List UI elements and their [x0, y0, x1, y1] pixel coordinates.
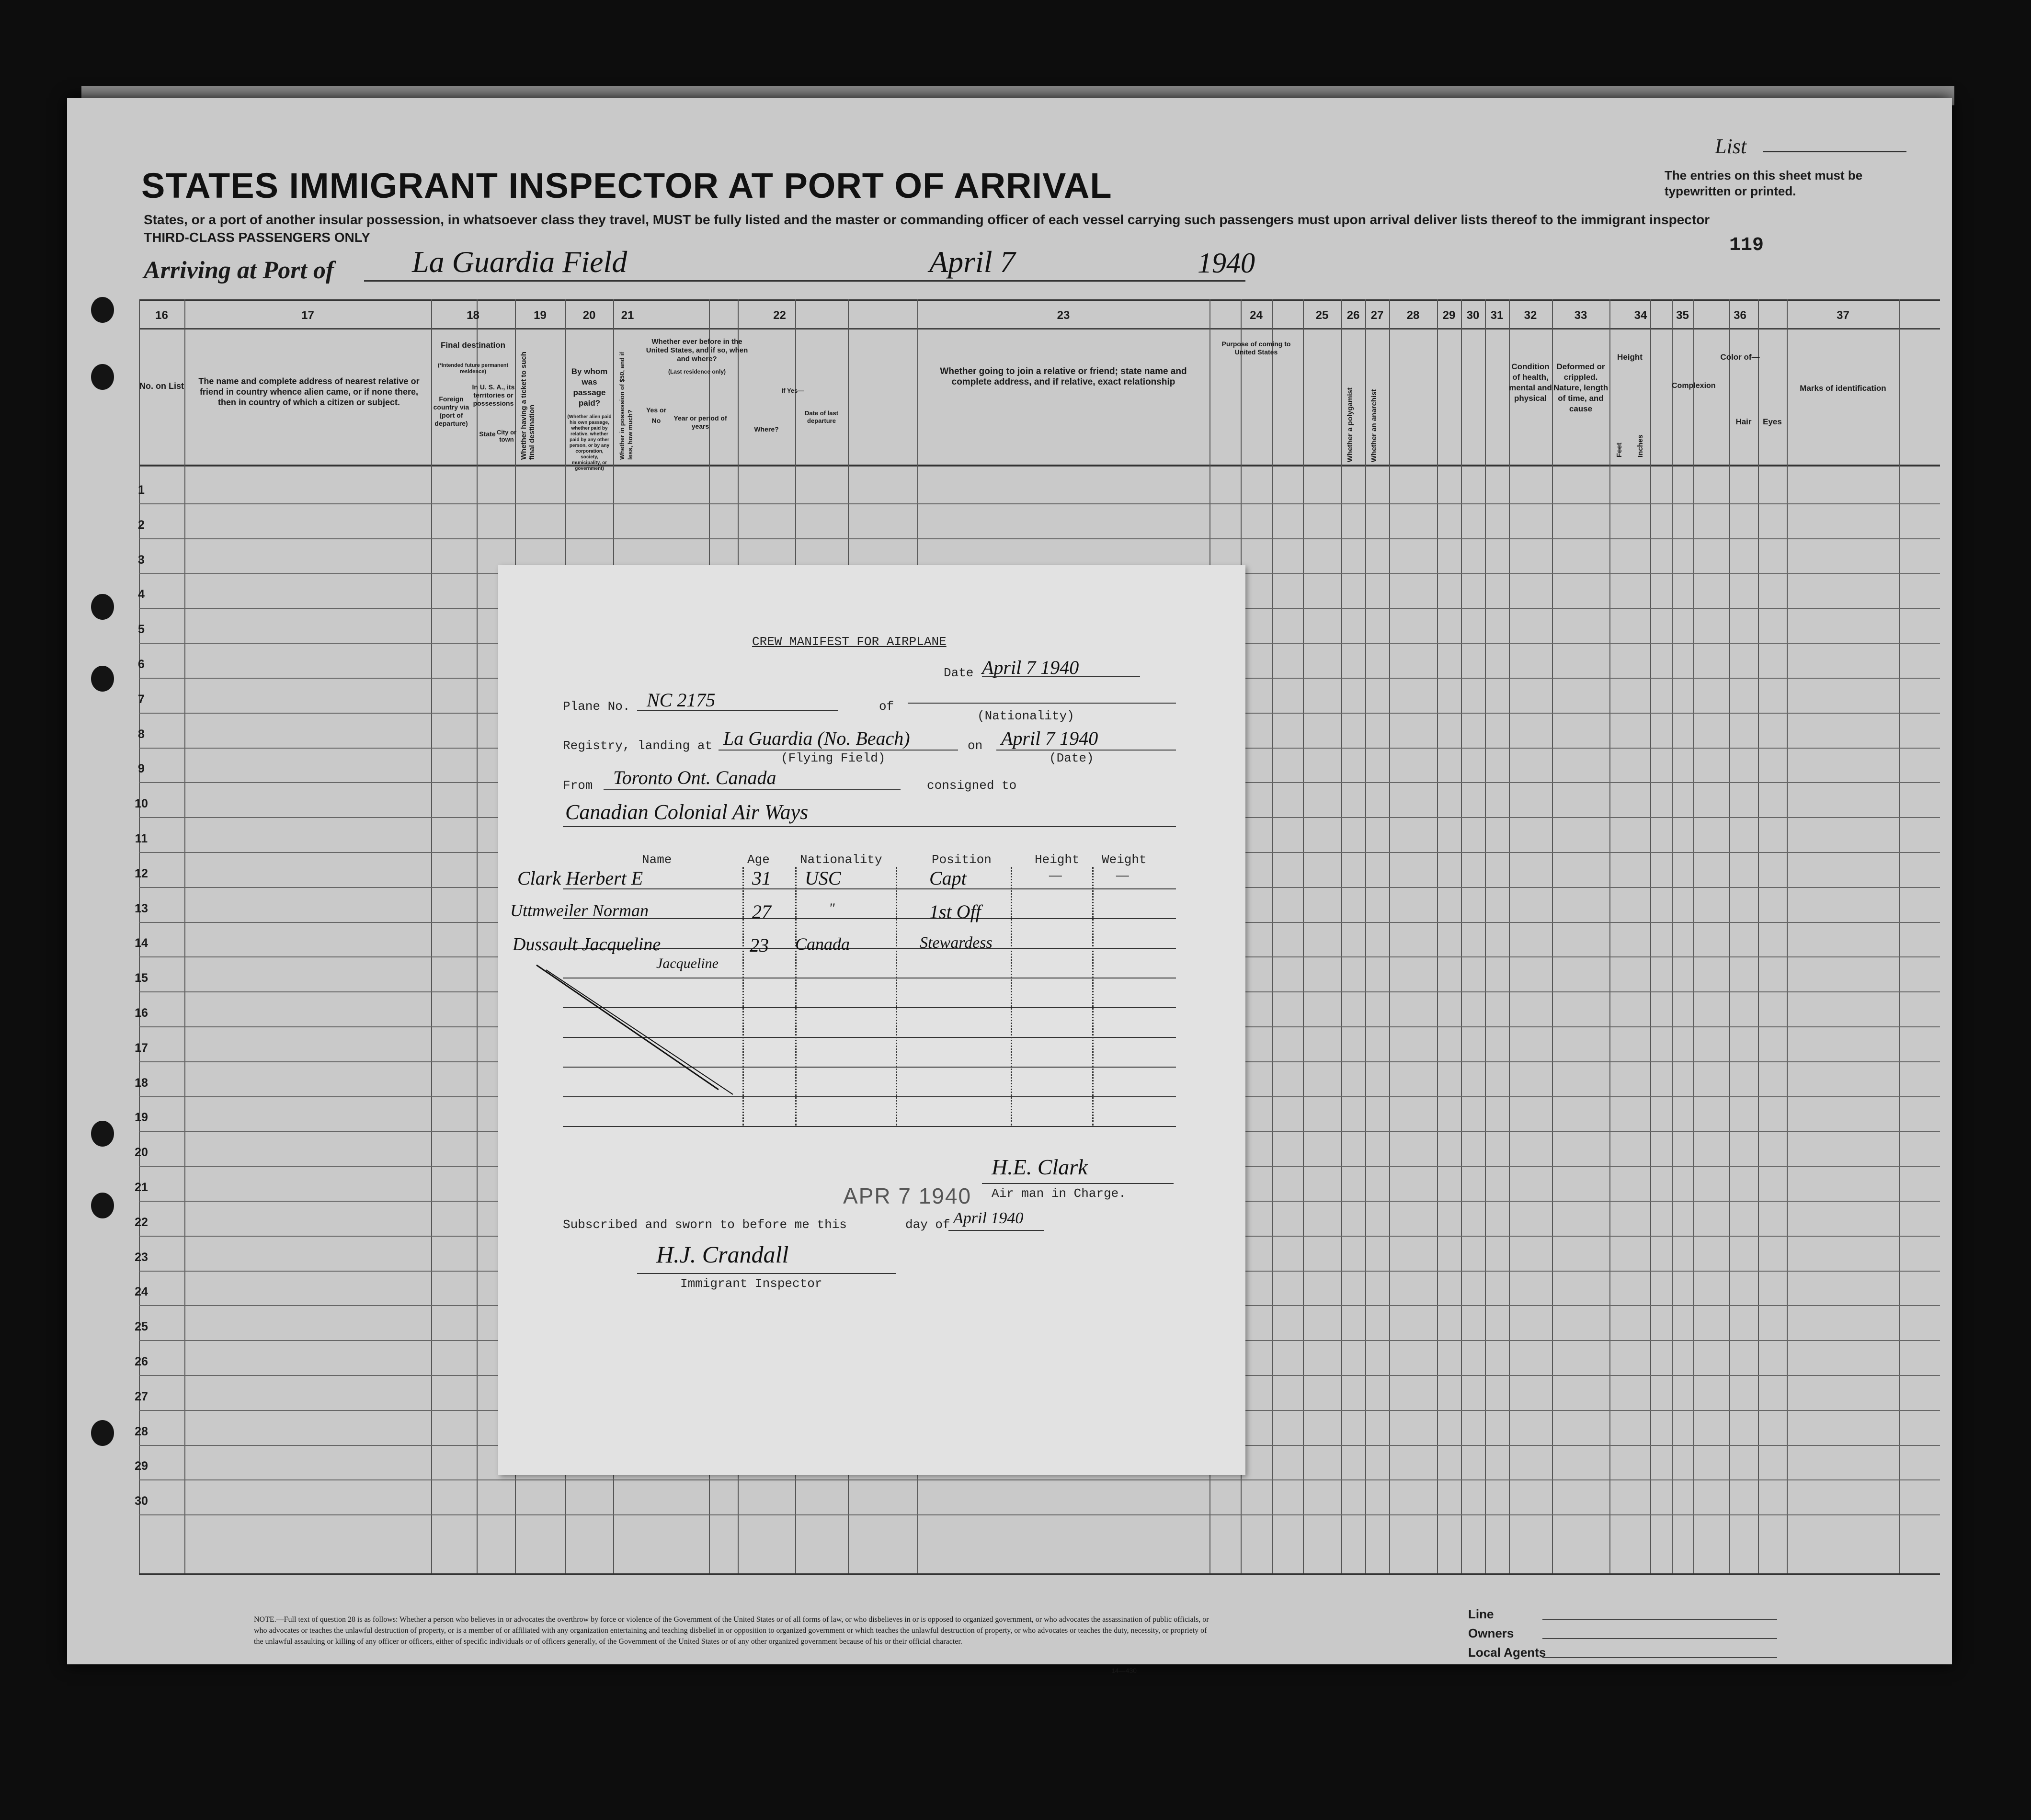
form-title: STATES IMMIGRANT INSPECTOR AT PORT OF ARRIVAL — [141, 166, 1112, 205]
column-rule — [1787, 299, 1788, 1573]
header-color-of: Color of— — [1720, 353, 1760, 362]
header-eyes: Eyes — [1763, 417, 1782, 426]
arrival-year: 1940 — [1198, 247, 1255, 279]
form-code: 14—430 — [1111, 1667, 1137, 1674]
line-field — [1542, 1619, 1777, 1620]
date-stamp: APR 7 1940 — [843, 1183, 972, 1208]
row-number: 10 — [135, 797, 148, 811]
header-by-whom-paid: By whom was passage paid? — [571, 367, 608, 408]
binder-hole — [91, 666, 114, 692]
row-number: 3 — [138, 553, 145, 567]
nationality-label: (Nationality) — [977, 709, 1074, 723]
crew-col-position: Position — [932, 853, 992, 867]
airman-signature: H.E. Clark — [992, 1155, 1088, 1179]
crew-age: 27 — [752, 901, 771, 922]
column-rule — [1693, 299, 1694, 1573]
arriving-label: Arriving at Port of — [144, 257, 334, 284]
column-number: 35 — [1676, 309, 1689, 322]
crew-weight: — — [1116, 867, 1129, 883]
port-line — [364, 280, 915, 282]
column-number: 33 — [1574, 309, 1587, 322]
column-number: 29 — [1442, 309, 1456, 322]
day-of-label: day of — [905, 1217, 950, 1232]
manifest-date-label: Date — [944, 666, 974, 680]
binder-hole — [91, 594, 114, 620]
row-number: 23 — [135, 1250, 148, 1264]
crew-position: 1st Off — [929, 901, 981, 922]
sworn-date: April 1940 — [953, 1209, 1024, 1227]
column-number: 30 — [1466, 309, 1480, 322]
column-number: 26 — [1346, 309, 1360, 322]
footnote: NOTE.—Full text of question 28 is as follows: Whether a person who believes in or advocates the overthrow by force or violence of the Government of the United States or of all forms of law, or who disbelieves in or is opposed to organized government, or who advocates the assassination of public officials, or who advocates or teaches the unlawful destruction of property, or is a member of or affiliated with any organization entertaining and teaching disbelief in or opposition to organized government or which teaches the unlawful destruction of property, or who advocates or teaches the duty, necessity, or propriety of the unlawful assaulting or killing of any officer or officers, either of specific individuals or of officers generally, of the Government of the United States or of any other organized government because of his or their official character. — [254, 1615, 1209, 1646]
header-by-whom-paid-note: (Whether alien paid his own passage, whether paid by relative, whether paid by any other person, or by any corporation, society, municipality, or government) — [567, 414, 612, 471]
column-rule — [1303, 299, 1304, 1573]
crew-name: Uttmweiler Norman — [510, 901, 649, 920]
row-number: 20 — [135, 1146, 148, 1160]
crew-position: Capt — [929, 867, 967, 889]
class-line: THIRD-CLASS PASSENGERS ONLY — [144, 230, 370, 245]
row-number: 17 — [135, 1041, 148, 1055]
row-number: 15 — [135, 971, 148, 985]
row-number: 27 — [135, 1389, 148, 1403]
column-number: 21 — [621, 309, 634, 322]
column-number: 16 — [155, 309, 168, 322]
header-ever-before: Whether ever before in the United States, and if so, when and where? — [646, 338, 748, 363]
column-rule — [431, 299, 432, 1573]
column-number: 20 — [582, 309, 596, 322]
registry-label: Registry, landing at — [563, 739, 713, 753]
list-label: List — [1715, 135, 1747, 158]
row-number: 24 — [135, 1285, 148, 1299]
owners-label: Owners — [1468, 1626, 1514, 1640]
column-rule — [1485, 299, 1486, 1573]
header-relative-address: The name and complete address of nearest relative or friend in country whence alien came, or if none there, then in country of which a citizen or subject. — [198, 376, 420, 407]
table-bottom-border — [139, 1573, 1940, 1575]
column-number: 23 — [1057, 309, 1070, 322]
crew-name: Dussault Jacqueline — [513, 934, 661, 955]
landing-field: La Guardia (No. Beach) — [723, 728, 910, 749]
sworn-label: Subscribed and sworn to before me this — [563, 1217, 847, 1232]
header-hair: Hair — [1735, 417, 1752, 426]
row-number: 1 — [138, 483, 145, 497]
column-rule — [477, 299, 478, 1573]
consigned-label: consigned to — [927, 778, 1017, 793]
row-number: 8 — [138, 727, 145, 741]
row-rule — [139, 503, 1940, 504]
crew-name: Clark Herbert E — [517, 867, 643, 889]
closing-stroke — [546, 970, 733, 1094]
manifest-date: April 7 1940 — [982, 657, 1079, 678]
binder-hole — [91, 1420, 114, 1446]
header-last-residence: (Last residence only) — [668, 368, 726, 375]
crew-nationality: Canada — [795, 934, 850, 954]
row-number: 21 — [135, 1181, 148, 1194]
header-year-period: Year or period of years — [673, 414, 727, 430]
column-rule — [1899, 299, 1900, 1573]
agents-field — [1542, 1657, 1777, 1658]
column-number: 19 — [534, 309, 547, 322]
binder-hole — [91, 364, 114, 390]
manifest-title: CREW MANIFEST FOR AIRPLANE — [752, 635, 947, 649]
crew-age: 23 — [750, 934, 769, 956]
column-rule — [1389, 299, 1390, 1573]
date-line — [881, 280, 1245, 282]
column-number: 25 — [1315, 309, 1329, 322]
header-polygamist: Whether a polygamist — [1346, 387, 1354, 462]
table-top-border — [139, 299, 1940, 301]
agents-label: Local Agents — [1468, 1645, 1546, 1660]
header-final-destination-note: (*Intended future permanent residence) — [437, 363, 509, 375]
column-number: 31 — [1490, 309, 1504, 322]
row-number: 2 — [138, 518, 145, 532]
port-value: La Guardia Field — [412, 245, 628, 279]
list-line — [1763, 151, 1906, 152]
header-ticket: Whether having a ticket to such final destination — [520, 352, 536, 460]
row-number: 29 — [135, 1459, 148, 1473]
header-joining-relative: Whether going to join a relative or friend; state name and complete address, and if relative, exact relationship — [940, 366, 1187, 387]
header-marks: Marks of identification — [1800, 384, 1886, 393]
row-number: 13 — [135, 901, 148, 915]
of-label: of — [879, 699, 894, 714]
column-rule — [184, 299, 185, 1573]
crew-manifest-card — [498, 565, 1245, 1475]
airman-line — [982, 1183, 1174, 1184]
column-number: 18 — [467, 309, 479, 322]
plane-number: NC 2175 — [647, 689, 716, 711]
header-anarchist: Whether an anarchist — [1370, 389, 1378, 462]
row-number: 14 — [135, 936, 148, 950]
column-rule — [1729, 299, 1730, 1573]
row-number: 4 — [138, 588, 145, 602]
header-purpose: Purpose of coming to United States — [1221, 340, 1291, 356]
header-city: City or town — [496, 429, 517, 443]
inspector-label: Immigrant Inspector — [680, 1276, 822, 1291]
row-number: 28 — [135, 1424, 148, 1438]
column-number: 36 — [1734, 309, 1746, 322]
column-number: 28 — [1406, 309, 1420, 322]
flying-field-label: (Flying Field) — [781, 751, 886, 765]
entries-note: The entries on this sheet must be typewritten or printed. — [1665, 168, 1863, 198]
column-number: 32 — [1524, 309, 1537, 322]
inspector-signature: H.J. Crandall — [656, 1241, 789, 1268]
header-deformed: Deformed or crippled. Nature, length of time, and cause — [1553, 362, 1609, 413]
column-rule — [1437, 299, 1438, 1573]
sheet-number: 119 — [1729, 235, 1764, 256]
header-if-yes: If Yes— — [781, 387, 804, 394]
on-label: on — [968, 739, 983, 753]
row-number: 12 — [135, 866, 148, 880]
row-number: 6 — [138, 658, 145, 671]
crew-col-nationality: Nationality — [800, 853, 882, 867]
column-number: 34 — [1634, 309, 1647, 322]
binder-hole — [91, 297, 114, 323]
column-rule — [1672, 299, 1673, 1573]
header-state: State — [479, 430, 496, 438]
header-foreign-country: Foreign country via (port of departure) — [433, 395, 469, 427]
column-number-border — [139, 328, 1940, 330]
arrival-date: April 7 — [929, 245, 1016, 279]
airman-label: Air man in Charge. — [992, 1186, 1126, 1201]
column-rule — [1365, 299, 1366, 1573]
crew-age: 31 — [752, 867, 771, 889]
row-number: 22 — [135, 1215, 148, 1229]
inspector-line — [637, 1273, 896, 1274]
header-no-on-list: No. on List — [139, 381, 184, 391]
column-rule — [1650, 299, 1651, 1573]
header-complexion: Complexion — [1672, 382, 1716, 390]
landing-date: April 7 1940 — [1001, 728, 1098, 749]
binder-hole — [91, 1121, 114, 1147]
column-rule — [1609, 299, 1610, 1573]
crew-name-correction: Jacqueline — [656, 956, 719, 971]
row-rule — [139, 538, 1940, 539]
row-number: 30 — [135, 1494, 148, 1508]
header-date-departure: Date of last departure — [804, 410, 839, 424]
row-number: 7 — [138, 692, 145, 706]
header-yes-no: Yes or No — [646, 406, 667, 424]
crew-nationality: USC — [805, 867, 841, 889]
consignee: Canadian Colonial Air Ways — [565, 800, 809, 824]
column-rule — [1552, 299, 1553, 1573]
column-number: 22 — [773, 309, 786, 322]
crew-col-weight: Weight — [1102, 853, 1147, 867]
crew-col-height: Height — [1035, 853, 1080, 867]
date-paren-label: (Date) — [1049, 751, 1094, 765]
header-in-usa: In U. S. A., its territories or possessions — [472, 383, 515, 407]
column-rule — [1461, 299, 1462, 1573]
table-header-border — [139, 465, 1940, 466]
header-where: Where? — [754, 425, 779, 433]
from-value: Toronto Ont. Canada — [613, 767, 776, 788]
owners-field — [1542, 1638, 1777, 1639]
binder-hole — [91, 1193, 114, 1218]
line-label: Line — [1468, 1607, 1494, 1621]
column-number: 24 — [1250, 309, 1263, 322]
form-subtitle: States, or a port of another insular possession, in whatsoever class they travel, MUST be fully listed and the master or commanding officer of each vessel carrying such passengers must upon arrival deliver lists thereof to the immigrant inspector — [144, 212, 1710, 227]
header-height: Height — [1617, 353, 1643, 362]
crew-position: Stewardess — [920, 934, 993, 952]
column-number: 27 — [1370, 309, 1384, 322]
column-rule — [1341, 299, 1342, 1573]
closing-strokes — [498, 565, 1245, 1140]
row-number: 11 — [135, 832, 148, 845]
row-rule — [139, 1479, 1940, 1480]
header-condition: Condition of health, mental and physical — [1509, 362, 1552, 403]
from-label: From — [563, 778, 593, 793]
column-number: 37 — [1837, 309, 1849, 322]
crew-height: — — [1049, 867, 1062, 883]
row-number: 25 — [135, 1320, 148, 1334]
header-possession: Whether in possession of $50, and if less, how much? — [618, 352, 634, 460]
plane-label: Plane No. — [563, 699, 630, 714]
header-feet: Feet — [1615, 443, 1623, 457]
closing-stroke — [536, 965, 719, 1090]
crew-col-name: Name — [642, 853, 672, 867]
column-number: 17 — [301, 309, 314, 322]
row-number: 16 — [135, 1006, 148, 1020]
crew-nationality: " — [829, 900, 835, 916]
row-number: 18 — [135, 1076, 148, 1090]
row-number: 26 — [135, 1355, 148, 1368]
header-inches: Inches — [1636, 434, 1644, 457]
crew-col-age: Age — [747, 853, 770, 867]
row-rule — [139, 1514, 1940, 1515]
column-rule — [1272, 299, 1273, 1573]
row-number: 5 — [138, 623, 145, 637]
sworn-date-line — [948, 1230, 1044, 1231]
manifest-sheet — [67, 98, 1952, 1674]
row-number: 19 — [135, 1111, 148, 1125]
column-rule — [1509, 299, 1510, 1573]
header-final-destination: Final destination — [440, 341, 506, 350]
column-rule — [1758, 299, 1759, 1573]
row-number: 9 — [138, 762, 145, 776]
